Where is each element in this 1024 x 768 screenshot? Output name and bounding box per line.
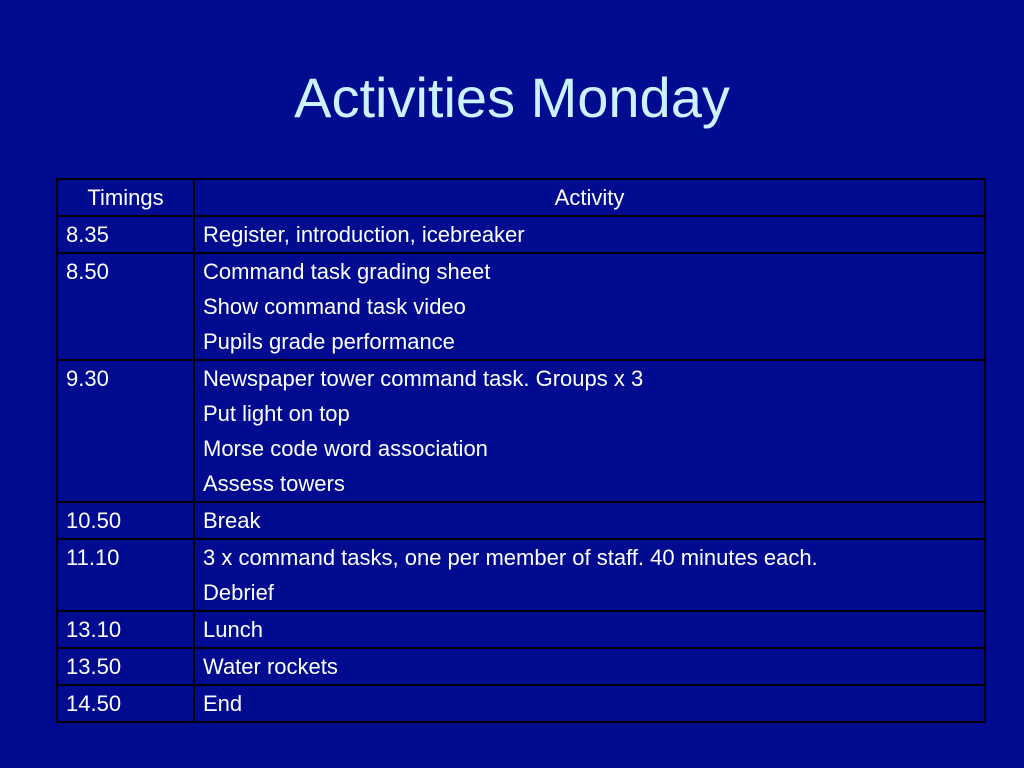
time-value: 8.35 [66, 222, 109, 247]
table-row [57, 360, 985, 502]
table-row [57, 685, 985, 722]
activity-line: Lunch [203, 617, 263, 642]
time-cell [57, 502, 194, 539]
activity-cell [194, 360, 985, 502]
activity-cell [194, 539, 985, 611]
time-cell [57, 253, 194, 360]
activity-line: Put light on top [203, 401, 350, 426]
table-header-row [57, 179, 985, 216]
activity-cell [194, 685, 985, 722]
activity-line: Assess towers [203, 471, 345, 496]
time-value: 13.10 [66, 617, 122, 642]
time-value: 9.30 [66, 366, 109, 391]
time-cell [57, 360, 194, 502]
activity-line: Command task grading sheet [203, 259, 491, 284]
activity-line: Water rockets [203, 654, 338, 679]
table-row [57, 611, 985, 648]
activity-line: Morse code word association [203, 436, 488, 461]
activity-line: Debrief [203, 580, 274, 605]
time-cell [57, 648, 194, 685]
header-activity: Activity [194, 179, 985, 216]
time-cell [57, 685, 194, 722]
activity-line: Newspaper tower command task. Groups x 3 [203, 366, 644, 391]
time-value: 8.50 [66, 259, 109, 284]
activity-cell [194, 253, 985, 360]
activity-line: Show command task video [203, 294, 466, 319]
time-value: 11.10 [66, 545, 120, 570]
activity-cell [194, 611, 985, 648]
activity-cell [194, 648, 985, 685]
time-value: 10.50 [66, 508, 122, 533]
slide-title: Activities Monday [294, 66, 730, 129]
time-value: 13.50 [66, 654, 122, 679]
table-row [57, 539, 985, 611]
table-row [57, 648, 985, 685]
time-value: 14.50 [66, 691, 122, 716]
activity-cell [194, 216, 985, 253]
time-cell [57, 611, 194, 648]
header-timings: Timings [57, 179, 194, 216]
table-row [57, 253, 985, 360]
activity-line: Pupils grade performance [203, 329, 455, 354]
time-cell [57, 216, 194, 253]
activity-line: Break [203, 508, 261, 533]
activity-cell [194, 502, 985, 539]
time-cell [57, 539, 194, 611]
activity-line: Register, introduction, icebreaker [203, 222, 525, 247]
activity-line: 3 x command tasks, one per member of staff. 40 minutes each. [203, 545, 818, 570]
table-row [57, 502, 985, 539]
schedule-table [56, 178, 986, 723]
table-row [57, 216, 985, 253]
activity-line: End [203, 691, 243, 716]
